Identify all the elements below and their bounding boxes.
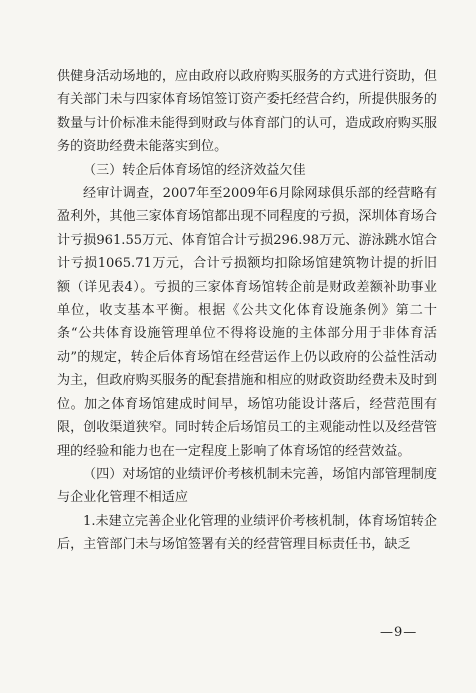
section-heading-4: （四）对场馆的业绩评价考核机制未完善，场馆内部管理制度与企业化管理不相适应 [57,466,437,506]
section-heading-3: （三）转企后体育场馆的经济效益欠佳 [83,162,306,178]
paragraph-audit-findings: 经审计调查，2007年至2009年6月除网球俱乐部的经营略有盈利外，其他三家体育场馆都出现不同程度的亏损，深圳体育场合计亏损961.55万元、体育馆合计亏损296.98万元、游泳跳水馆合计亏损1065.71万元，合计亏损额均扣除场馆建筑物计提的折旧额（详见表4）。亏损的三家体育场馆转企前是财政差额补助事业单位，收支基本平衡。根据《公共文化体育设施条例》第二十条“公共体育设施管理单位不得将设施的主体部分用于非体育活动”的规定，转企后体育场馆在经营运作上仍以政府的公益性活动为主，但政府购买服务的配套措施和相应的财政资助经费未及时到位。加之体育场馆建成时间早，场馆功能设计落后，经营范围有限，创收渠道狭窄。同时转企后场馆员工的主观能动性以及经营管理的经验和能力也在一定程度上影响了体育场馆的经营效益。 [57,186,437,459]
body-text [57,65,437,557]
page-number: —9— [380,625,418,640]
paragraph-item-1: 1.未建立完善企业化管理的业绩评价考核机制，体育场馆转企后，主管部门未与场馆签署有关的经营管理目标责任书，缺乏 [57,513,437,553]
paragraph-continuation: 供健身活动场地的，应由政府以政府购买服务的方式进行资助，但有关部门未与四家体育场馆签订资产委托经营合约，所提供服务的数量与计价标准未能得到财政与体育部门的认可，造成政府购买服务的资助经费未能落实到位。 [57,69,437,155]
